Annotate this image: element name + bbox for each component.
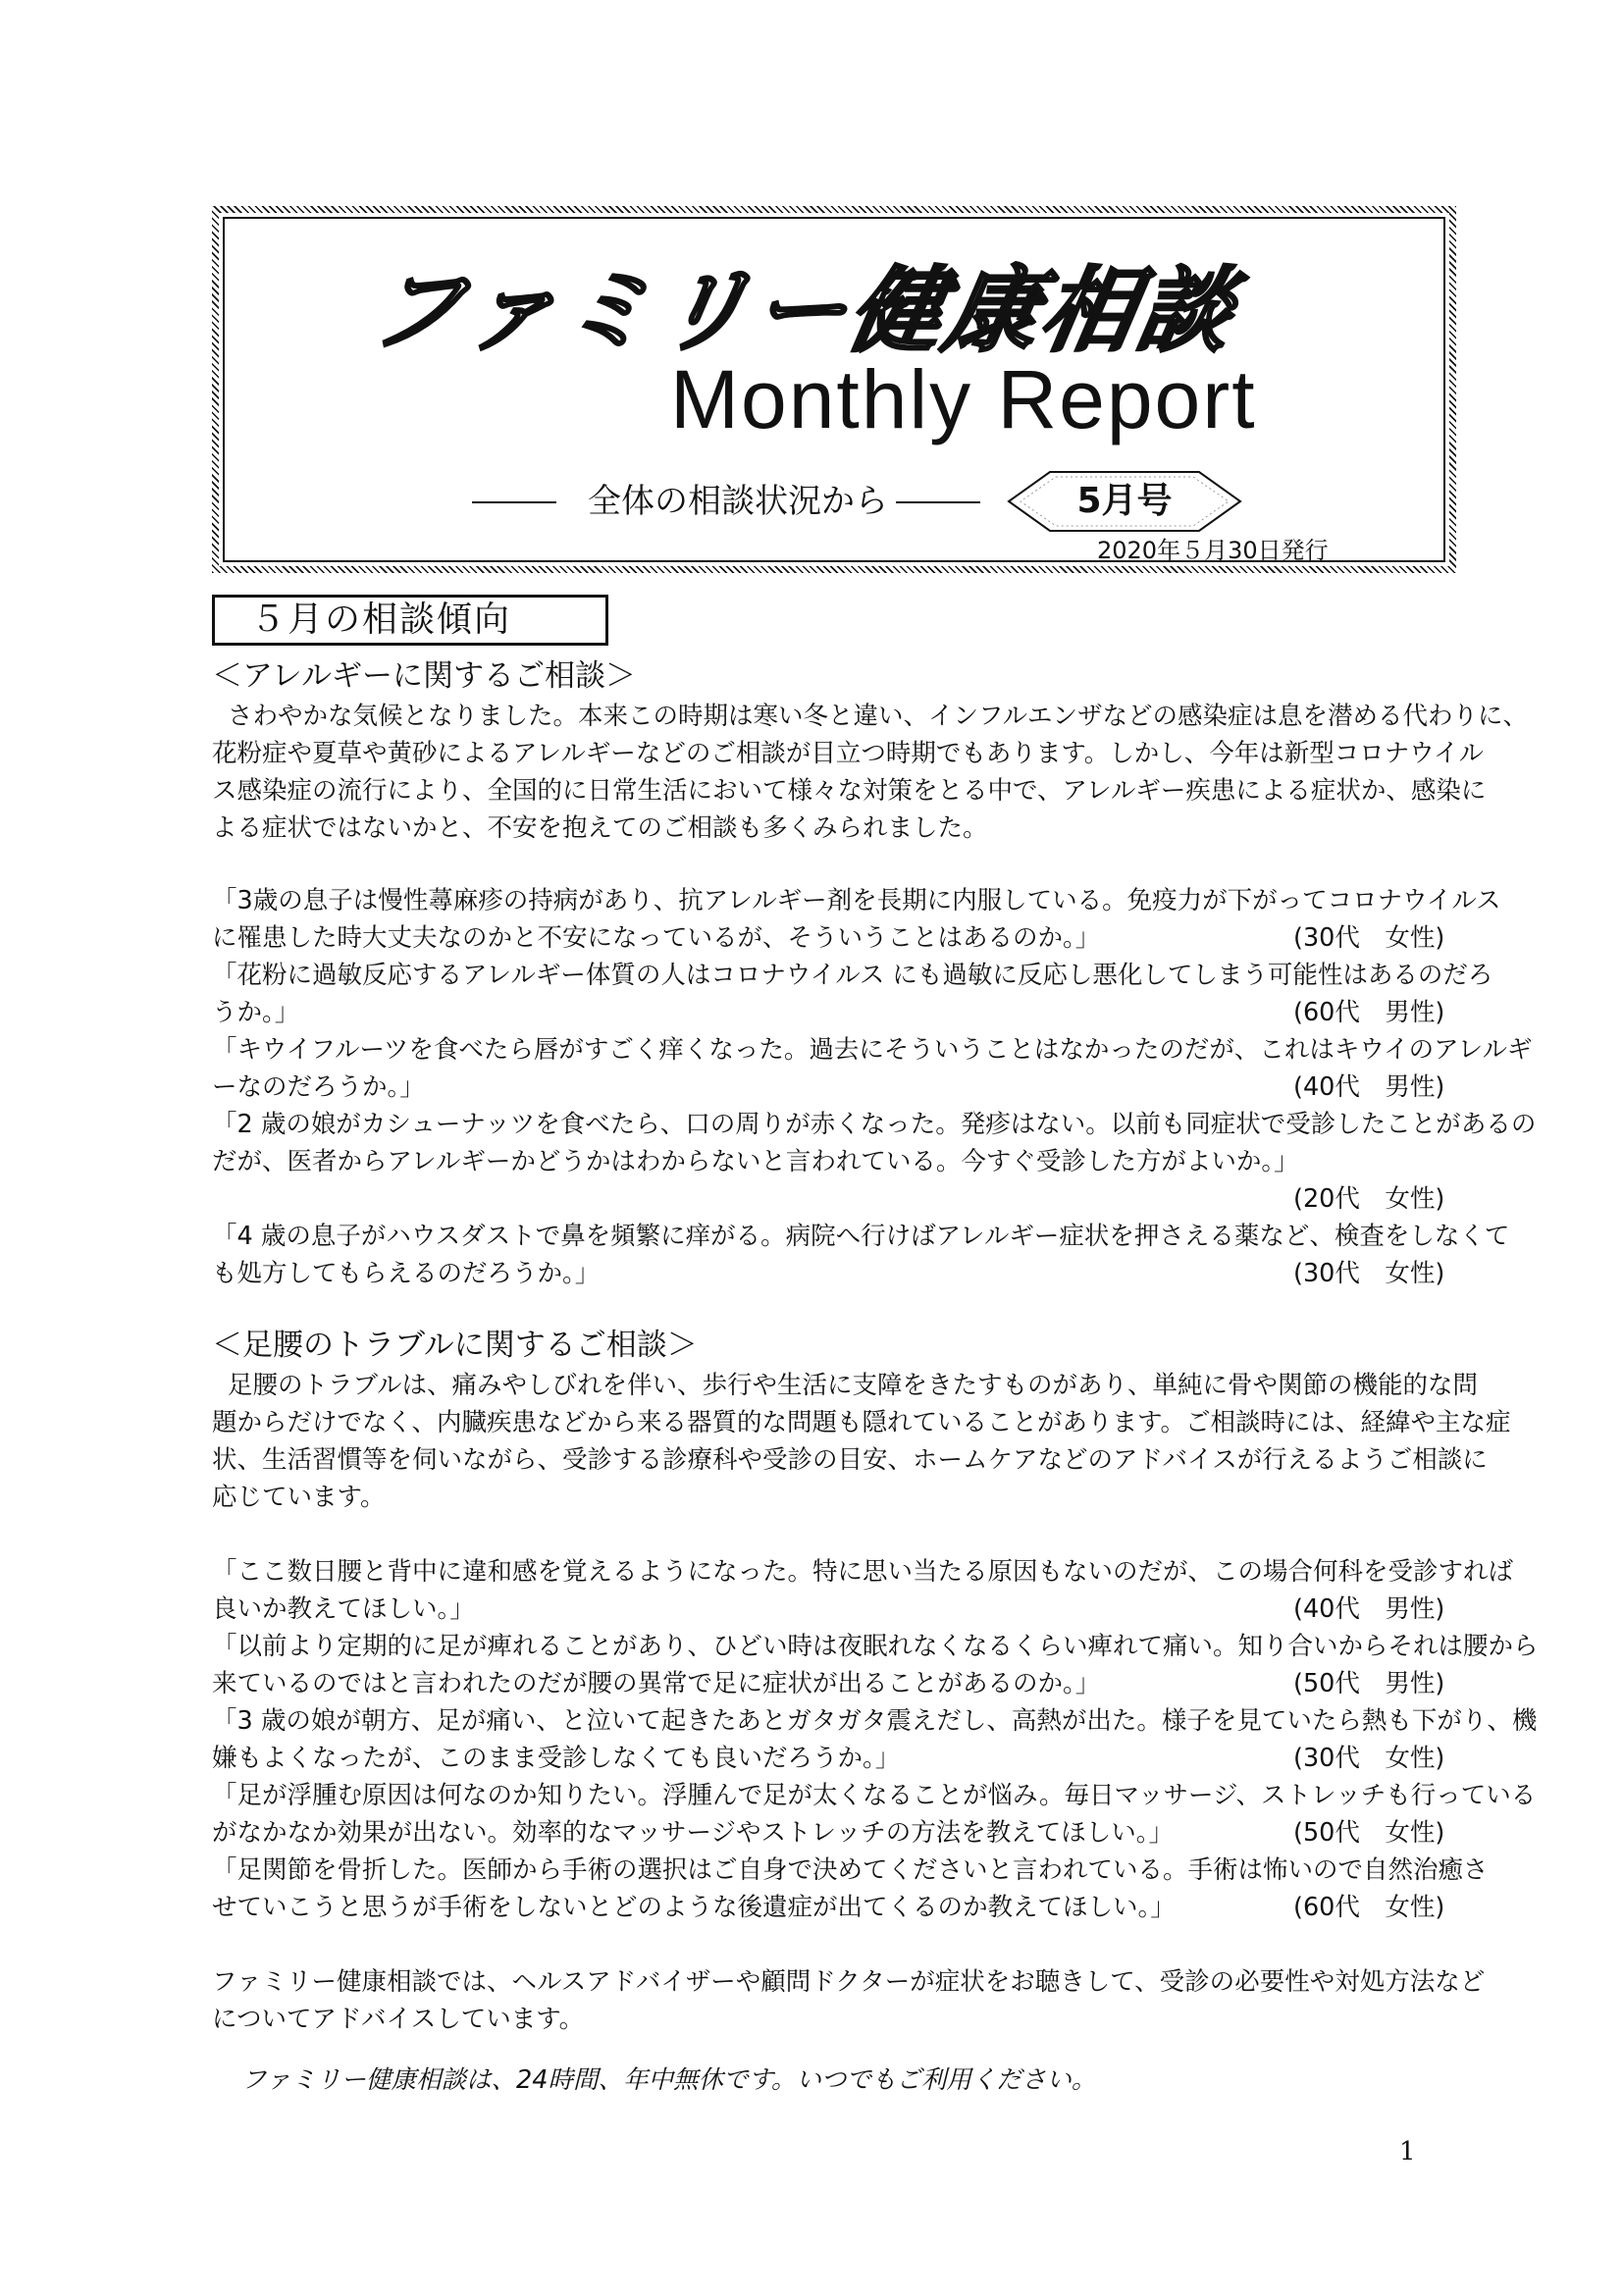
allergy-case-2-line: 「花粉に過敏反応するアレルギー体質の人はコロナウイルス にも過敏に反応し悪化してしまう可能性はあるのだろ: [212, 961, 1493, 990]
closing-note: ファミリー健康相談は、24時間、年中無休です。いつでもご利用ください。: [241, 2065, 1097, 2095]
allergy-case-3-line: ーなのだろうか。」: [212, 1072, 425, 1102]
legs-case-2-line: 来ているのではと言われたのだが腰の異常で足に症状が出ることがあるのか。」: [212, 1669, 1101, 1698]
allergy-case-2-line: うか。」: [212, 998, 300, 1027]
issue-badge: [1007, 470, 1242, 533]
allergy-case-1-age: (30代 女性): [1293, 923, 1445, 953]
report-title: ファミリー健康相談: [361, 258, 1244, 365]
allergy-case-4-line: だが、医者からアレルギーかどうかはわからないと言われている。今すぐ受診した方がよいか。」: [212, 1147, 1299, 1176]
legs-case-4-age: (50代 女性): [1293, 1818, 1445, 1848]
allergy-case-1-line: 「3歳の息子は慢性蕁麻疹の持病があり、抗アレルギー剤を長期に内服している。免疫力が下がってコロナウイルス: [212, 886, 1501, 915]
allergy-case-4-age: (20代 女性): [1293, 1184, 1445, 1214]
legs-case-3-age: (30代 女性): [1293, 1744, 1445, 1773]
legs-case-5-line: せていこうと思うが手術をしないとどのような後遺症が出てくるのか教えてほしい。」: [212, 1893, 1176, 1922]
report-header: [212, 206, 1456, 573]
allergy-intro-line: さわやかな気候となりました。本来この時期は寒い冬と違い、インフルエンザなどの感染症は息を潜める代わりに、: [228, 702, 1528, 731]
allergy-case-3-age: (40代 男性): [1293, 1072, 1445, 1102]
legs-heading: ＜足腰のトラブルに関するご相談＞: [212, 1328, 698, 1363]
allergy-case-5-line: 「4 歳の息子がハウスダストで鼻を頻繁に痒がる。病院へ行けばアレルギー症状を押さえる薬など、検査をしなくて: [212, 1222, 1510, 1251]
legs-case-4-line: がなかなか効果が出ない。効率的なマッサージやストレッチの方法を教えてほしい。」: [212, 1818, 1174, 1848]
page-number: 1: [1399, 2137, 1416, 2166]
report-subtitle: 全体の相談状況から: [588, 482, 888, 521]
allergy-case-2-age: (60代 男性): [1293, 998, 1445, 1027]
legs-case-5-line: 「足関節を骨折した。医師から手術の選択はご自身で決めてくださいと言われている。手術は怖いので自然治癒さ: [212, 1855, 1489, 1885]
legs-case-4-line: 「足が浮腫む原因は何なのか知りたい。浮腫んで足が太くなることが悩み。毎日マッサージ、ストレッチも行っている: [212, 1781, 1537, 1810]
allergy-intro-line: ス感染症の流行により、全国的に日常生活において様々な対策をとる中で、アレルギー疾患による症状か、感染に: [212, 776, 1487, 806]
legs-case-1-line: 良いか教えてほしい。」: [212, 1594, 475, 1624]
section-heading: ５月の相談傾向: [212, 595, 608, 646]
issue-label: 5月号: [1076, 481, 1173, 521]
closing-line: についてアドバイスしています。: [212, 2005, 585, 2034]
legs-case-2-line: 「以前より定期的に足が痺れることがあり、ひどい時は夜眠れなくなるくらい痺れて痛い。知り合いからそれは腰から: [212, 1632, 1539, 1661]
allergy-intro-line: よる症状ではないかと、不安を抱えてのご相談も多くみられました。: [212, 813, 988, 843]
issue-date: 2020年５月30日発行: [1097, 537, 1329, 564]
legs-case-1-age: (40代 男性): [1293, 1594, 1445, 1624]
legs-case-5-age: (60代 女性): [1293, 1893, 1445, 1922]
allergy-heading: ＜アレルギーに関するご相談＞: [212, 658, 636, 694]
allergy-case-5-line: も処方してもらえるのだろうか。」: [212, 1259, 601, 1288]
allergy-case-4-line: 「2 歳の娘がカシューナッツを食べたら、口の周りが赤くなった。発疹はない。以前も同症状で受診したことがあるの: [212, 1110, 1537, 1139]
legs-intro-line: 題からだけでなく、内臓疾患などから来る器質的な問題も隠れていることがあります。ご相談時には、経緯や主な症: [212, 1408, 1511, 1437]
closing-line: ファミリー健康相談では、ヘルスアドバイザーや顧問ドクターが症状をお聴きして、受診の必要性や対処方法など: [212, 1967, 1486, 1997]
allergy-case-5-age: (30代 女性): [1293, 1259, 1445, 1288]
subtitle-right-rule: [896, 501, 980, 503]
report-subtitle-english: Monthly Report: [670, 353, 1257, 445]
subtitle-row: [472, 470, 1414, 533]
subtitle-left-rule: [472, 501, 556, 503]
legs-case-3-line: 「3 歳の娘が朝方、足が痛い、と泣いて起きたあとガタガタ震えだし、高熱が出た。様子を見ていたら熱も下がり、機: [212, 1706, 1538, 1736]
legs-intro-line: 足腰のトラブルは、痛みやしびれを伴い、歩行や生活に支障をきたすものがあり、単純に骨や関節の機能的な問: [228, 1371, 1478, 1400]
legs-intro-line: 状、生活習慣等を伺いながら、受診する診療科や受診の目安、ホームケアなどのアドバイスが行えるようご相談に: [212, 1445, 1488, 1475]
legs-intro-line: 応じています。: [212, 1483, 386, 1512]
allergy-intro-line: 花粉症や夏草や黄砂によるアレルギーなどのご相談が目立つ時期でもあります。しかし、今年は新型コロナウイル: [212, 739, 1485, 768]
legs-case-2-age: (50代 男性): [1293, 1669, 1445, 1698]
allergy-case-1-line: に罹患した時大丈夫なのかと不安になっているが、そういうことはあるのか。」: [212, 923, 1101, 953]
legs-case-1-line: 「ここ数日腰と背中に違和感を覚えるようになった。特に思い当たる原因もないのだが、この場合何科を受診すれば: [212, 1557, 1514, 1587]
allergy-case-3-line: 「キウイフルーツを食べたら唇がすごく痒くなった。過去にそういうことはなかったのだが、これはキウイのアレルギ: [212, 1035, 1533, 1065]
legs-case-3-line: 嫌もよくなったが、このまま受診しなくても良いだろうか。」: [212, 1744, 901, 1773]
